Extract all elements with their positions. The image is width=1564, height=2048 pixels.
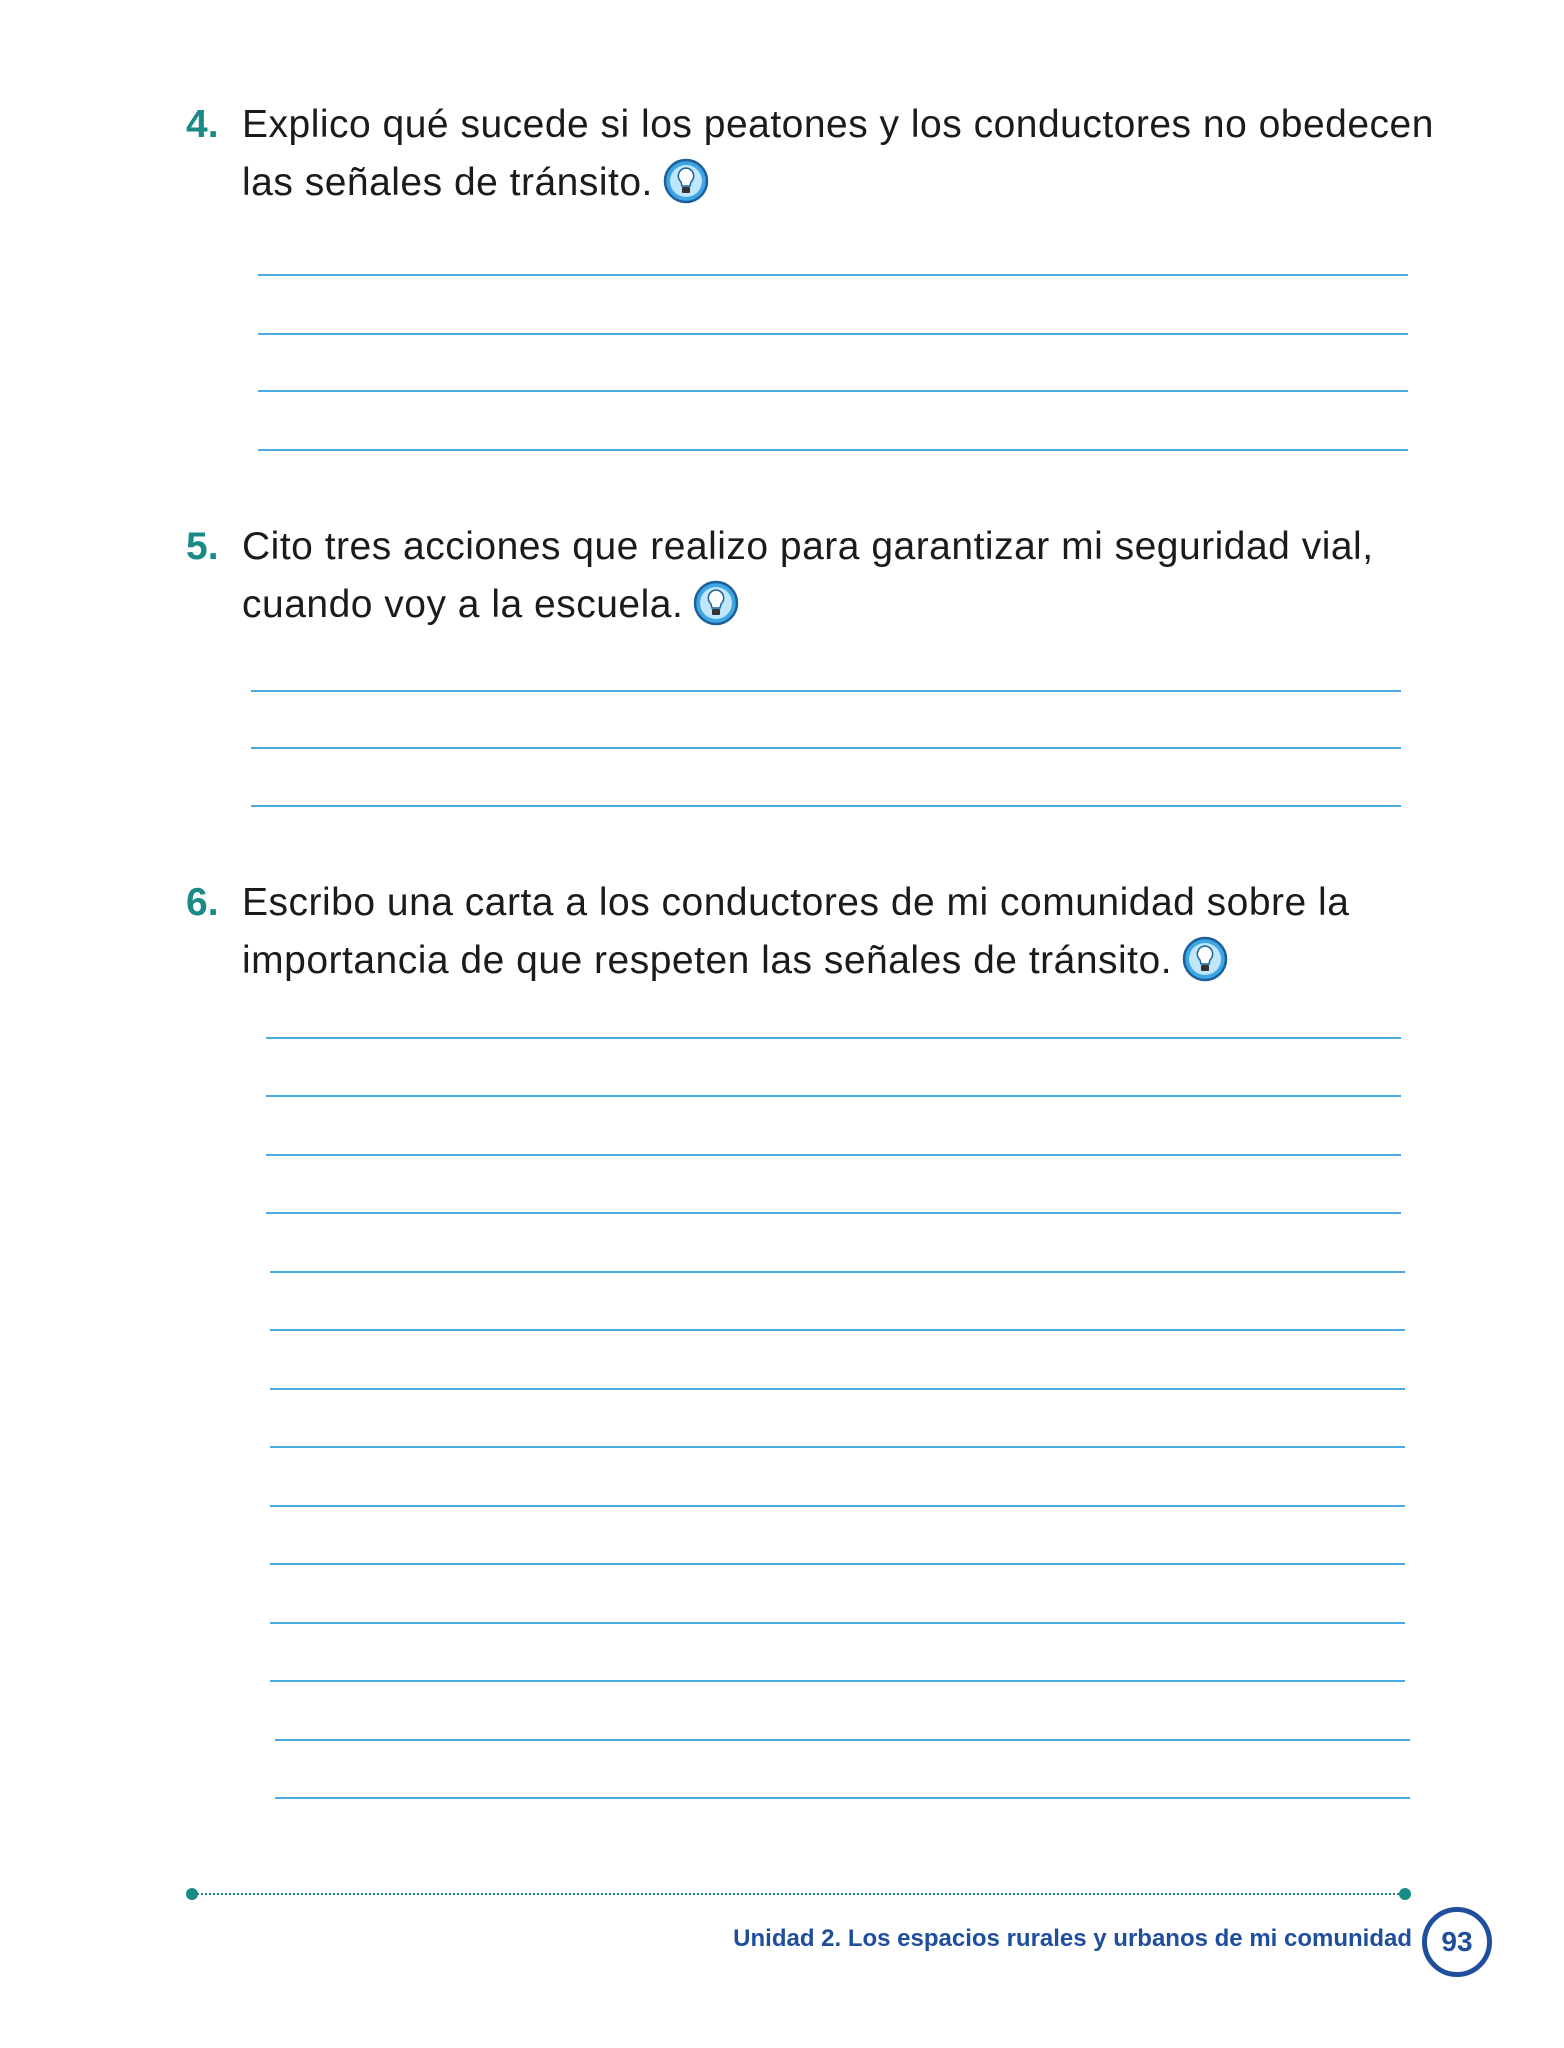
question-line-2 bbox=[242, 154, 1442, 212]
answer-line[interactable] bbox=[258, 274, 1408, 276]
answer-line[interactable] bbox=[251, 805, 1401, 807]
answer-line[interactable] bbox=[270, 1446, 1405, 1448]
footer-unit-title: Unidad 2. Los espacios rurales y urbanos de mi comunidad bbox=[733, 1925, 1412, 1952]
answer-line[interactable] bbox=[258, 449, 1408, 451]
lightbulb-icon bbox=[693, 580, 739, 626]
lightbulb-icon bbox=[663, 158, 709, 204]
answer-line[interactable] bbox=[251, 747, 1401, 749]
question-line-2-text: cuando voy a la escuela. bbox=[242, 583, 684, 626]
question-line-2 bbox=[242, 932, 1442, 990]
answer-line[interactable] bbox=[270, 1271, 1405, 1273]
answer-line[interactable] bbox=[270, 1388, 1405, 1390]
question-text bbox=[242, 518, 1442, 634]
answer-line[interactable] bbox=[258, 333, 1408, 335]
footer-divider bbox=[190, 1893, 1406, 1895]
question-text bbox=[242, 96, 1442, 212]
page-number: 93 bbox=[1422, 1907, 1492, 1977]
lightbulb-icon bbox=[1182, 936, 1228, 982]
question-line-2-text: importancia de que respeten las señales de tránsito. bbox=[242, 939, 1173, 982]
question-line-1: Escribo una carta a los conductores de mi comunidad sobre la bbox=[242, 881, 1350, 924]
answer-line[interactable] bbox=[258, 390, 1408, 392]
question-line-2-text: las señales de tránsito. bbox=[242, 161, 653, 204]
answer-line[interactable] bbox=[270, 1563, 1405, 1565]
answer-line[interactable] bbox=[266, 1154, 1401, 1156]
answer-line[interactable] bbox=[275, 1739, 1410, 1741]
answer-line[interactable] bbox=[251, 690, 1401, 692]
question-line-1: Explico qué sucede si los peatones y los conductores no obedecen bbox=[242, 103, 1434, 146]
answer-line[interactable] bbox=[270, 1622, 1405, 1624]
question-text bbox=[242, 874, 1442, 990]
question-number: 6. bbox=[186, 881, 219, 924]
question-number: 4. bbox=[186, 103, 219, 146]
question-line-2 bbox=[242, 576, 1442, 634]
question-number: 5. bbox=[186, 525, 219, 568]
answer-line[interactable] bbox=[270, 1329, 1405, 1331]
answer-line[interactable] bbox=[266, 1095, 1401, 1097]
answer-line[interactable] bbox=[270, 1680, 1405, 1682]
answer-line[interactable] bbox=[275, 1797, 1410, 1799]
answer-line[interactable] bbox=[270, 1505, 1405, 1507]
answer-line[interactable] bbox=[266, 1037, 1401, 1039]
footer-rule-end-dot bbox=[1399, 1888, 1411, 1900]
answer-line[interactable] bbox=[266, 1212, 1401, 1214]
question-line-1: Cito tres acciones que realizo para garantizar mi seguridad vial, bbox=[242, 525, 1374, 568]
